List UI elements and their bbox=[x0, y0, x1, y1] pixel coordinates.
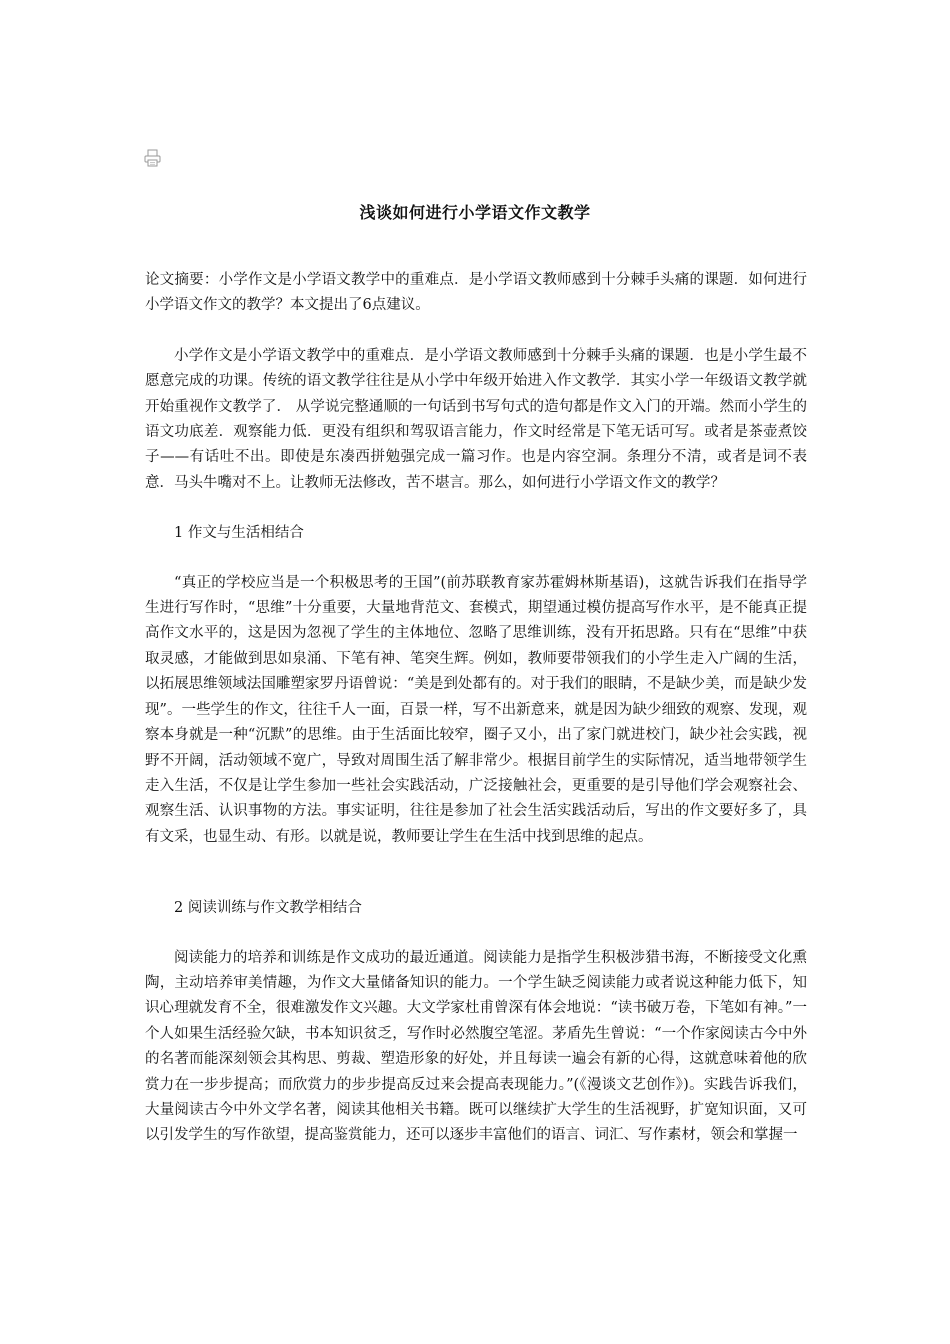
abstract-paragraph: 论文摘要：小学作文是小学语文教学中的重难点．是小学语文教师感到十分棘手头痛的课题．如何进行小学语文作文的教学？本文提出了6点建议。 bbox=[145, 272, 807, 314]
intro-paragraph: 小学作文是小学语文教学中的重难点．是小学语文教师感到十分棘手头痛的课题．也是小学生最不愿意完成的功课。传统的语文教学往往是从小学中年级开始进入作文教学．其实小学一年级语文教学就开始重视作文教学了． 从学说完整通顺的一句话到书写句式的造句都是作文入门的开端。然而小学生的语文功底差．观察能力低．更没有组织和驾驭语言能力，作文时经常是下笔无话可写。或者是茶壶煮饺子——有话吐不出。即使是东凑西拼勉强完成一篇习作。也是内容空洞。条理分不清，或者是词不表意．马头牛嘴对不上。让教师无法修改，苦不堪言。那么，如何进行小学语文作文的教学？ bbox=[145, 347, 807, 491]
printer-icon[interactable] bbox=[143, 148, 163, 168]
document-title: 浅谈如何进行小学语文作文教学 bbox=[359, 203, 591, 222]
section-1-paragraph: “真正的学校应当是一个积极思考的王国”(前苏联教育家苏霍姆林斯基语)，这就告诉我们在指导学生进行写作时，“思维”十分重要，大量地背范文、套模式，期望通过模仿提高写作水平，是不能真正提高作文水平的，这是因为忽视了学生的主体地位、忽略了思维训练，没有开拓思路。只有在“思维”中获取灵感，才能做到思如泉涌、下笔有神、笔突生辉。例如，教师要带领我们的小学生走入广阔的生活，以拓展思维领域法国雕塑家罗丹语曾说：“美是到处都有的。对于我们的眼睛，不是缺少美，而是缺少发现”。一些学生的作文，往往千人一面，百景一样，写不出新意来，就是因为缺少细致的观察、发现，观察本身就是一种“沉默”的思维。由于生活面比较窄，圈子又小，出了家门就进校门，缺少社会实践，视野不开阔，活动领域不宽广，导致对周围生活了解非常少。根据目前学生的实际情况，适当地带领学生走入生活，不仅是让学生参加一些社会实践活动，广泛接触社会，更重要的是引导他们学会观察社会、观察生活、认识事物的方法。事实证明，往往是参加了社会生活实践活动后，写出的作文要好多了，具有文采，也显生动、有形。以就是说，教师要让学生在生活中找到思维的起点。 bbox=[145, 574, 807, 845]
section-2-paragraph: 阅读能力的培养和训练是作文成功的最近通道。阅读能力是指学生积极涉猎书海，不断接受文化熏陶，主动培养审美情趣，为作文大量储备知识的能力。一个学生缺乏阅读能力或者说这种能力低下，知识心理就发育不全，很难激发作文兴趣。大文学家杜甫曾深有体会地说：“读书破万卷，下笔如有神。”一个人如果生活经验欠缺，书本知识贫乏，写作时必然腹空笔涩。茅盾先生曾说：“一个作家阅读古今中外的名著而能深刻领会其构思、剪裁、塑造形象的好处，并且每读一遍会有新的心得，这就意味着他的欣赏力在一步步提高；而欣赏力的步步提高反过来会提高表现能力。”(《漫谈文艺创作》)。实践告诉我们，大量阅读古今中外文学名著，阅读其他相关书籍。既可以继续扩大学生的生活视野，扩宽知识面，又可以引发学生的写作欲望，提高鉴赏能力，还可以逐步丰富他们的语言、词汇、写作素材，领会和掌握一 bbox=[145, 949, 807, 1144]
document-body bbox=[145, 268, 807, 1149]
section-2-heading: 2 阅读训练与作文教学相结合 bbox=[174, 900, 362, 917]
section-1-heading: 1 作文与生活相结合 bbox=[174, 525, 304, 542]
